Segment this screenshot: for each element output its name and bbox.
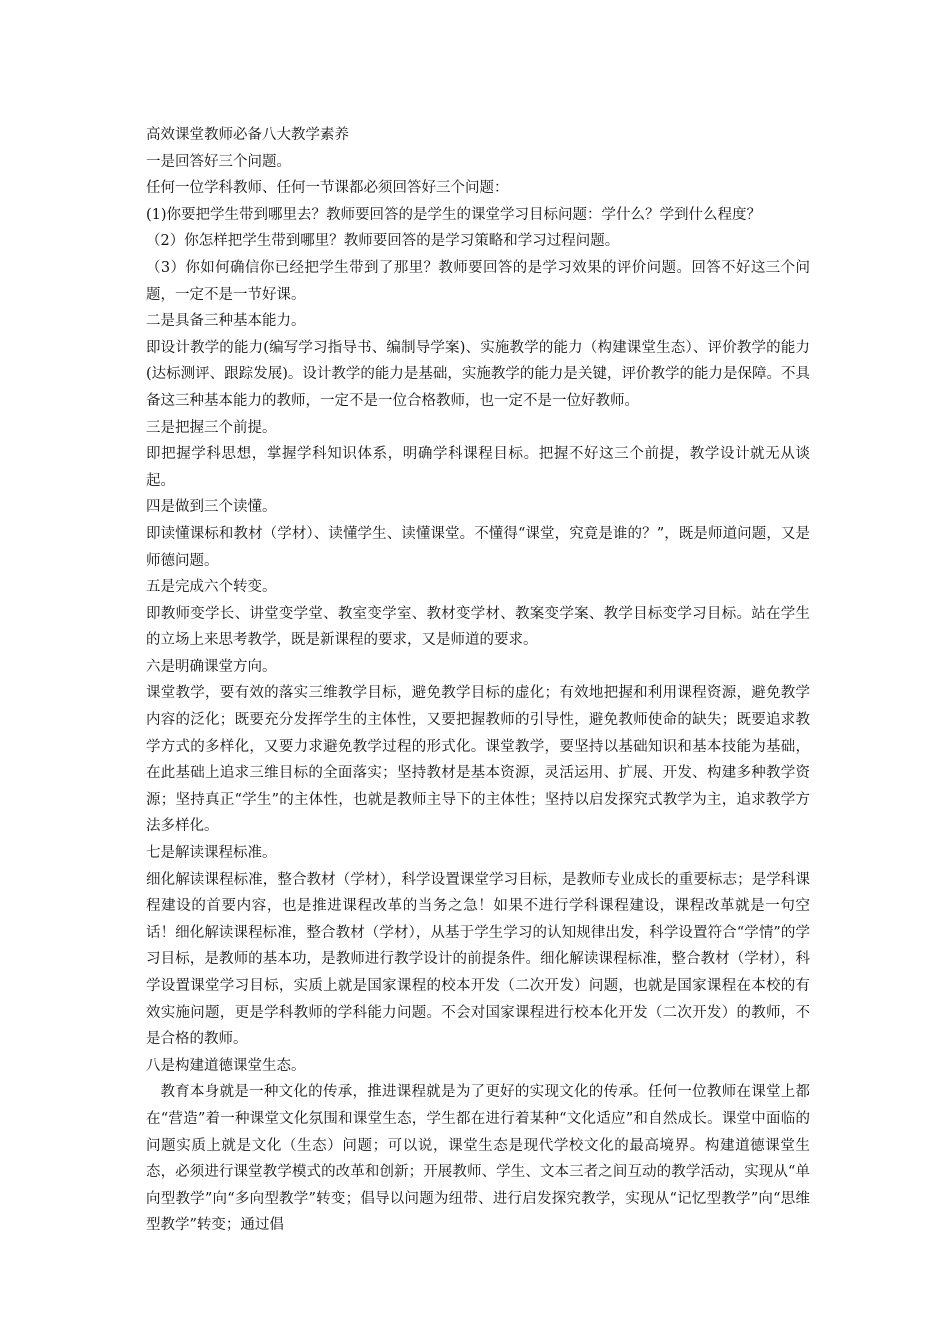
paragraph-7: 即设计教学的能力(编写学习指导书、编制导学案)、实施教学的能力（构建课堂生态）、评价教学的能力(达标测评、跟踪发展)。设计教学的能力是基础，实施教学的能力是关键，评价教学的能力是保障。不具备这三种基本能力的教师，一定不是一位合格教师，也一定不是一位好教师。 (146, 339, 810, 409)
paragraph-11: 即读懂课标和教材（学材）、读懂学生、读懂课堂。不懂得“课堂，究竟是谁的？”，既是师道问题，又是师德问题。 (146, 525, 810, 569)
paragraph-4: （2）你怎样把学生带到哪里？教师要回答的是学习策略和学习过程问题。 (146, 233, 620, 250)
paragraph-13: 即教师变学长、讲堂变学堂、教室变学室、教材变学材、教案变学案、教学目标变学习目标。站在学生的立场上来思考教学，既是新课程的要求，又是师道的要求。 (146, 605, 810, 649)
paragraph-14: 六是明确课堂方向。 (146, 658, 277, 675)
paragraph-5: （3）你如何确信你已经把学生带到了那里？教师要回答的是学习效果的评价问题。回答不好这三个问题，一定不是一节好课。 (146, 259, 810, 303)
paragraph-2: 任何一位学科教师、任何一节课都必须回答好三个问题： (146, 180, 509, 197)
paragraph-16: 七是解读课程标准。 (146, 845, 277, 862)
paragraph-3: (1)你要把学生带到哪里去？教师要回答的是学生的课堂学习目标问题：学什么？学到什么程度？ (146, 206, 762, 223)
paragraph-8: 三是把握三个前提。 (146, 419, 277, 436)
paragraph-6: 二是具备三种基本能力。 (146, 313, 306, 330)
paragraph-10: 四是做到三个读懂。 (146, 499, 277, 516)
paragraph-19: 教育本身就是一种文化的传承，推进课程就是为了更好的实现文化的传承。任何一位教师在课堂上都在“营造”着一种课堂文化氛围和课堂生态，学生都在进行着某种“文化适应”和自然成长。课堂中面临的问题实质上就是文化（生态）问题；可以说，课堂生态是现代学校文化的最高境界。构建道德课堂生态，必须进行课堂教学模式的改革和创新；开展教师、学生、文本三者之间互动的教学活动，实现从“单向型教学”向“多向型教学”转变；倡导以问题为纽带、进行启发探究教学，实现从“记忆型教学”向“思维型教学”转变；通过倡 (146, 1084, 810, 1234)
paragraph-9: 即把握学科思想，掌握学科知识体系，明确学科课程目标。把握不好这三个前提，教学设计就无从谈起。 (146, 446, 810, 489)
paragraph-15: 课堂教学，要有效的落实三维教学目标，避免教学目标的虚化；有效地把握和利用课程资源，避免教学内容的泛化；既要充分发挥学生的主体性，又要把握教师的引导性，避免教师使命的缺失；既要追求教学方式的多样化，又要力求避免教学过程的形式化。课堂教学，要坚持以基础知识和基本技能为基础，在此基础上追求三维目标的全面落实；坚持教材是基本资源，灵活运用、扩展、开发、构建多种教学资源；坚持真正“学生”的主体性，也就是教师主导下的主体性；坚持以启发探究式教学为主，追求教学方法多样化。 (146, 685, 810, 835)
paragraph-1: 一是回答好三个问题。 (146, 153, 291, 170)
document-body (146, 122, 810, 1239)
paragraph-17: 细化解读课程标准，整合教材（学材），科学设置课堂学习目标，是教师专业成长的重要标志；是学科课程建设的首要内容，也是推进课程改革的当务之急！如果不进行学科课程建设，课程改革就是一句空话！细化解读课程标准，整合教材（学材），从基于学生学习的认知规律出发，科学设置符合“学情”的学习目标，是教师的基本功，是教师进行教学设计的前提条件。细化解读课程标准，整合教材（学材），科学设置课堂学习目标，实质上就是国家课程的校本开发（二次开发）问题，也就是国家课程在本校的有效实施问题，更是学科教师的学科能力问题。不会对国家课程进行校本化开发（二次开发）的教师，不是合格的教师。 (146, 871, 810, 1048)
document-title: 高效课堂教师必备八大教学素养 (146, 127, 349, 143)
paragraph-12: 五是完成六个转变。 (146, 579, 277, 596)
paragraph-18: 八是构建道德课堂生态。 (146, 1057, 306, 1074)
